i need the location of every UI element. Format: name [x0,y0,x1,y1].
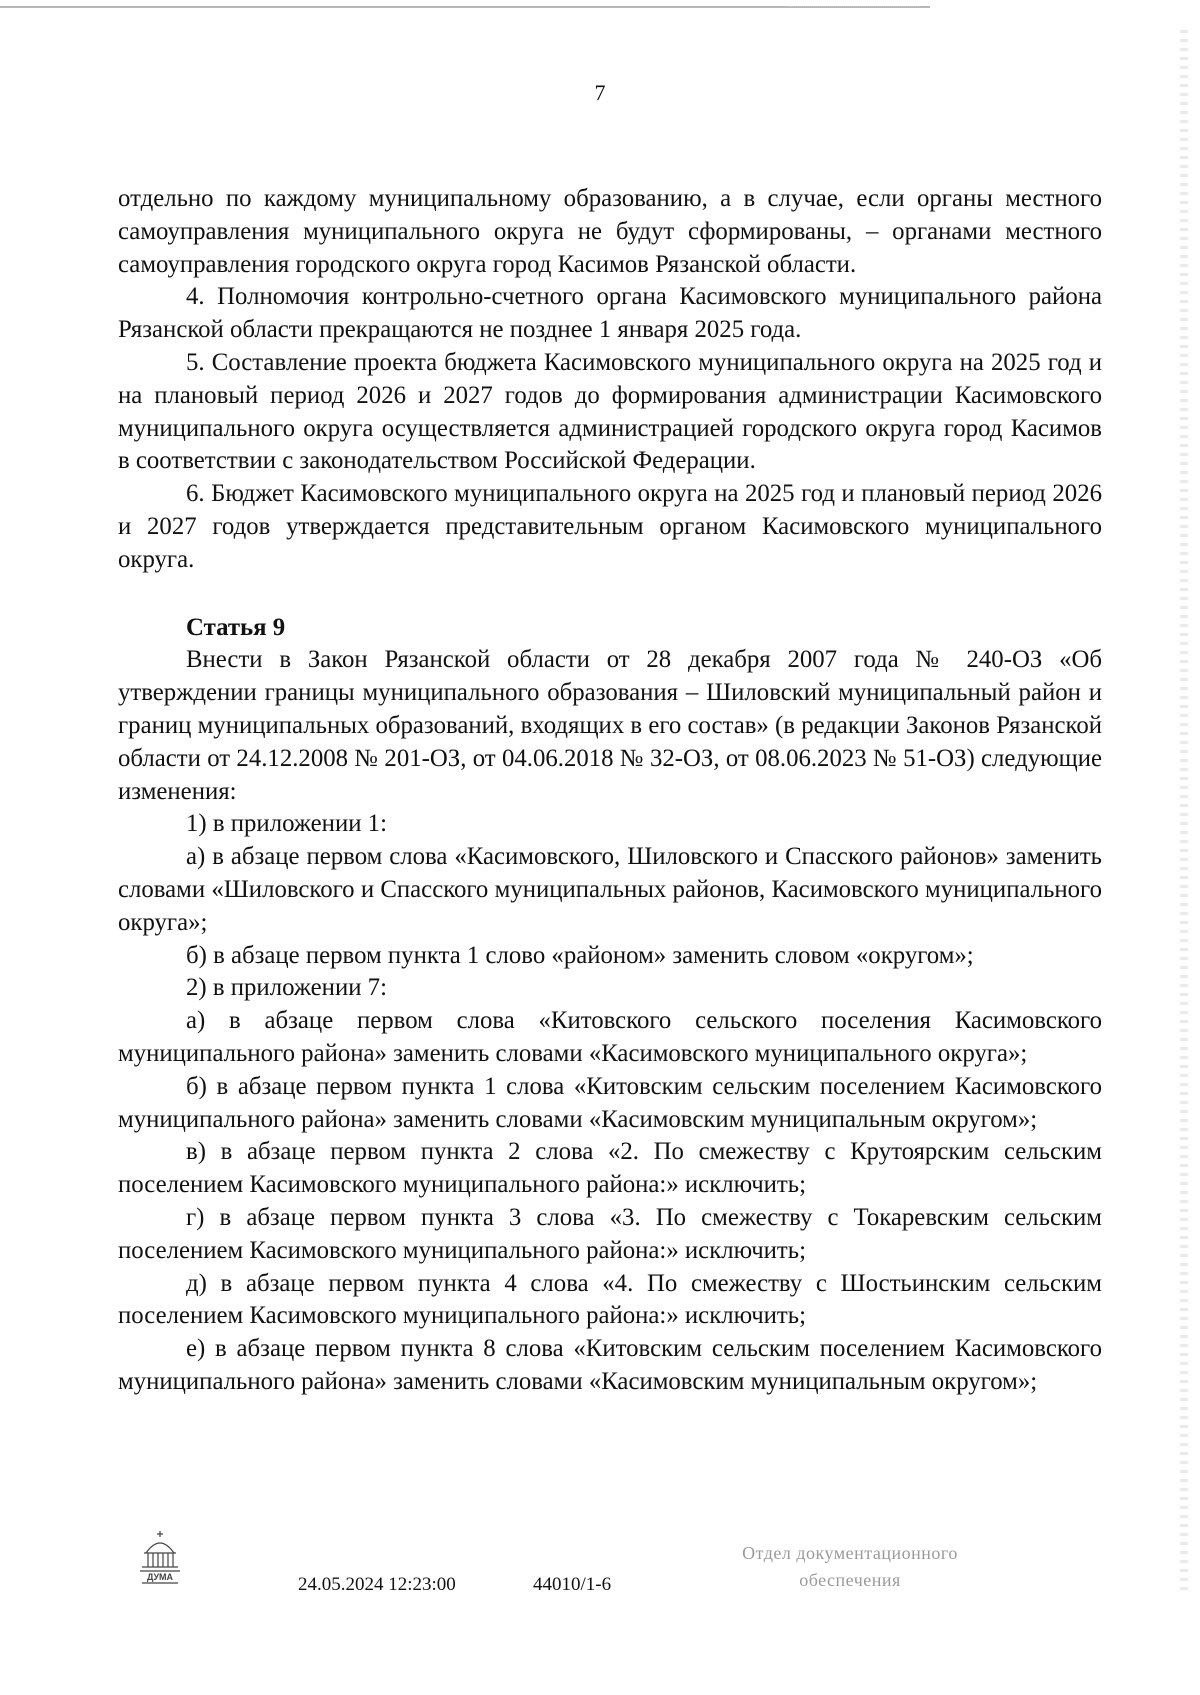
paragraph-continuation: отдельно по каждому муниципальному образованию, а в случае, если органы местного самоуправления муниципального округа не будут сформированы, – органами местного самоуправления городского округа город Касимов Рязанской области. [118,185,1102,278]
scan-edge-right [1180,30,1188,1590]
article-subitem: б) в абзаце первом пункта 1 слово «районом» заменить словом «округом»; [186,941,974,969]
scan-edge-top-dotted [790,6,920,7]
article-heading: Статья 9 [186,613,286,641]
article-subitem: б) в абзаце первом пункта 1 слова «Китовским сельским поселением Касимовского муниципального района» заменить словами «Касимовским муниципальным округом»; [118,1072,1102,1133]
logo-text: ДУМА [146,1572,174,1582]
registration-code: 44010/1-6 [533,1574,612,1595]
article-subitem: а) в абзаце первом слова «Китовского сельского поселения Касимовского муниципального района» заменить словами «Касимовского муниципального округа»; [118,1007,1102,1067]
article-subitem: 1) в приложении 1: [186,810,387,838]
duma-logo-icon [136,1527,184,1589]
article-intro: Внести в Закон Рязанской области от 28 декабря 2007 года № 240-ОЗ «Об утверждении границы муниципального образования – Шиловский муниципальный район и границ муниципальных образований, входящих в его состав» (в редакции Законов Рязанской области от 24.12.2008 № 201-ОЗ, от 04.06.2018 № 32-ОЗ, от 08.06.2023 № 51-ОЗ) следующие изменения: [118,646,1102,805]
article-subitem: д) в абзаце первом пункта 4 слова «4. По смежеству с Шостьинским сельским поселением Касимовского муниципального района:» исключить; [118,1269,1102,1330]
article-subitem: г) в абзаце первом пункта 3 слова «3. По смежеству с Токаревским сельским поселением Касимовского муниципального района:» исключить; [118,1203,1102,1264]
stamp-line-2: обеспечения [799,1570,901,1590]
article-subitem: а) в абзаце первом слова «Касимовского, Шиловского и Спасского районов» заменить словами «Шиловского и Спасского муниципальных районов, Касимовского муниципального округа»; [118,843,1102,936]
paragraph-item-6: 6. Бюджет Касимовского муниципального округа на 2025 год и плановый период 2026 и 2027 годов утверждается представительным органом Касимовского муниципального округа. [118,480,1102,573]
page-number: 7 [594,80,606,105]
document-body [118,183,1102,1399]
registration-date: 24.05.2024 12:23:00 [298,1574,456,1595]
paragraph-item-4: 4. Полномочия контрольно-счетного органа Касимовского муниципального района Рязанской области прекращаются не позднее 1 января 2025 года. [118,283,1102,344]
paragraph-item-5: 5. Составление проекта бюджета Касимовского муниципального округа на 2025 год и на плановый период 2026 и 2027 годов до формирования администрации Касимовского муниципального округа осуществляется администрацией городского округа город Касимов в соответствии с законодательством Российской Федерации. [118,348,1102,475]
article-subitem: е) в абзаце первом пункта 8 слова «Китовским сельским поселением Касимовского муниципального района» заменить словами «Касимовским муниципальным округом»; [118,1335,1102,1395]
article-subitem: 2) в приложении 7: [186,974,387,1002]
stamp-line-1: Отдел документационного [742,1543,958,1563]
department-stamp [700,1540,1000,1594]
article-subitem: в) в абзаце первом пункта 2 слова «2. По смежеству с Крутоярским сельским поселением Касимовского муниципального района:» исключить; [118,1138,1102,1199]
